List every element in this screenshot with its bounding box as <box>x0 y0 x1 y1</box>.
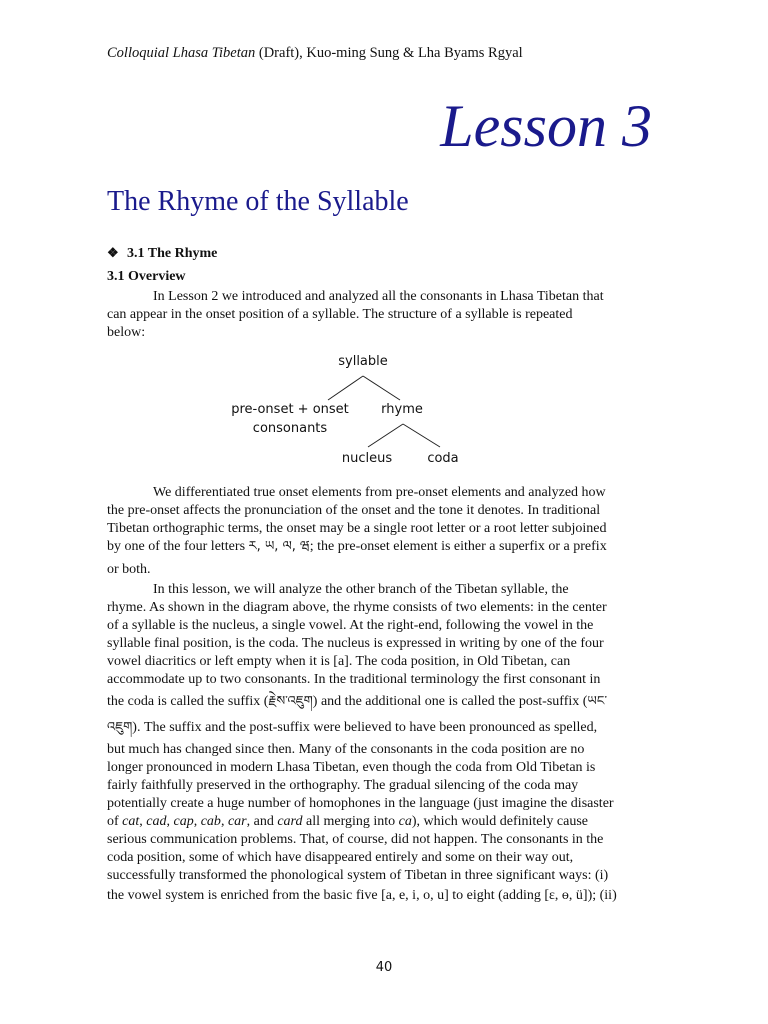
text-line <box>107 689 647 715</box>
node-coda: coda <box>427 451 459 466</box>
text-fragment: and <box>250 814 278 829</box>
text-fragment: ) and the additional one is called the post-suffix ( <box>312 694 588 709</box>
tibetan-script: ར, ཡ, ལ, ཝ <box>248 539 310 554</box>
branch-line <box>328 376 363 400</box>
text-line: Tibetan orthographic terms, the onset may be a single root letter or a root letter subjoined <box>107 521 607 536</box>
node-rhyme: rhyme <box>381 402 423 417</box>
text-line: rhyme. As shown in the diagram above, the rhyme consists of two elements: in the center <box>107 600 607 615</box>
example-word: cad <box>146 814 167 829</box>
text-line: potentially create a huge number of homophones in the language (just imagine the disaster <box>107 796 614 811</box>
text-line: longer pronounced in modern Lhasa Tibetan, even though the coda from Old Tibetan is <box>107 760 596 775</box>
running-header <box>107 45 523 62</box>
text-line: the pre-onset affects the pronunciation of the onset and the tone it denotes. In traditional <box>107 503 601 518</box>
text-line: serious communication problems. That, of course, did not happen. The consonants in the <box>107 832 604 847</box>
example-word: cap <box>173 814 194 829</box>
diamond-bullet-icon: ❖ <box>107 245 119 260</box>
text-line: below: <box>107 325 146 340</box>
example-word: cat <box>122 814 140 829</box>
text-line <box>107 715 647 741</box>
tibetan-script: རྗེས་འཇུག <box>268 694 313 709</box>
tibetan-script: ཡང་ <box>587 694 608 709</box>
text-fragment: ; the pre-onset element is either a superfix or a prefix <box>309 539 607 554</box>
paragraph-onset <box>107 484 647 579</box>
text-fragment: ), which would definitely cause <box>411 814 589 829</box>
node-onset-line2: consonants <box>252 421 328 436</box>
header-authors: (Draft), Kuo-ming Sung & Lha Byams Rgyal <box>255 45 523 61</box>
text-line: vowel diacritics or left empty when it is [a]. The coda position, in Old Tibetan, can <box>107 654 571 669</box>
text-line: of cat, cad, cap, cab, car, and card all merging into ca), which would definitely cause <box>107 814 589 829</box>
text-line: can appear in the onset position of a syllable. The structure of a syllable is repeated <box>107 307 573 322</box>
text-line <box>107 538 647 561</box>
text-line: accommodate up to two consonants. In the traditional terminology the first consonant in <box>107 672 601 687</box>
syllable-tree-diagram <box>0 345 768 475</box>
node-syllable: syllable <box>338 354 388 369</box>
text-line: syllable final position, is the coda. The nucleus is expressed in writing by one of the four <box>107 636 604 651</box>
text-line: fairly faithfully preserved in the orthography. The gradual silencing of the coda may <box>107 778 579 793</box>
chapter-title: The Rhyme of the Syllable <box>107 186 409 217</box>
example-word: ca <box>398 814 412 829</box>
tibetan-script: འཇུག <box>107 720 133 735</box>
text-fragment: of <box>107 814 123 829</box>
text-line: In this lesson, we will analyze the other branch of the Tibetan syllable, the <box>153 582 569 597</box>
example-word: card <box>277 814 303 829</box>
paragraph-rhyme <box>107 581 647 907</box>
example-word: car <box>227 814 247 829</box>
book-title: Colloquial Lhasa Tibetan <box>107 45 256 61</box>
text-line: successfully transformed the phonological system of Tibetan in three significant ways: (i) <box>107 868 609 883</box>
text-line: or both. <box>107 562 151 577</box>
text-fragment: ). The suffix and the post-suffix were believed to have been pronounced as spelled, <box>132 720 598 735</box>
node-onset: pre-onset + onset <box>231 402 349 417</box>
paragraph-intro <box>107 288 647 342</box>
text-line: the vowel system is enriched from the basic five [a, e, i, o, u] to eight (adding [ɛ, ɵ, ü]); (ii) <box>107 888 617 903</box>
text-line: but much has changed since then. Many of the consonants in the coda position are no <box>107 742 585 757</box>
subsection-heading: 3.1 Overview <box>107 269 186 284</box>
branch-line <box>368 424 403 447</box>
text-fragment: by one of the four letters <box>107 539 249 554</box>
section-heading <box>107 245 217 262</box>
page-number: 40 <box>375 960 393 975</box>
text-line: We differentiated true onset elements from pre-onset elements and analyzed how <box>153 485 606 500</box>
example-word: cab <box>200 814 221 829</box>
branch-line <box>363 376 400 400</box>
text-line: In Lesson 2 we introduced and analyzed all the consonants in Lhasa Tibetan that <box>153 289 604 304</box>
node-nucleus: nucleus <box>341 451 393 466</box>
section-label: 3.1 The Rhyme <box>127 246 218 261</box>
text-fragment: the coda is called the suffix ( <box>107 694 269 709</box>
branch-line <box>403 424 440 447</box>
lesson-title: Lesson 3 <box>440 93 652 159</box>
text-line: coda position, some of which have disappeared entirely and some on their way out, <box>107 850 574 865</box>
text-fragment: all merging into <box>302 814 399 829</box>
text-line: of a syllable is the nucleus, a single vowel. At the right-end, following the vowel in the <box>107 618 594 633</box>
